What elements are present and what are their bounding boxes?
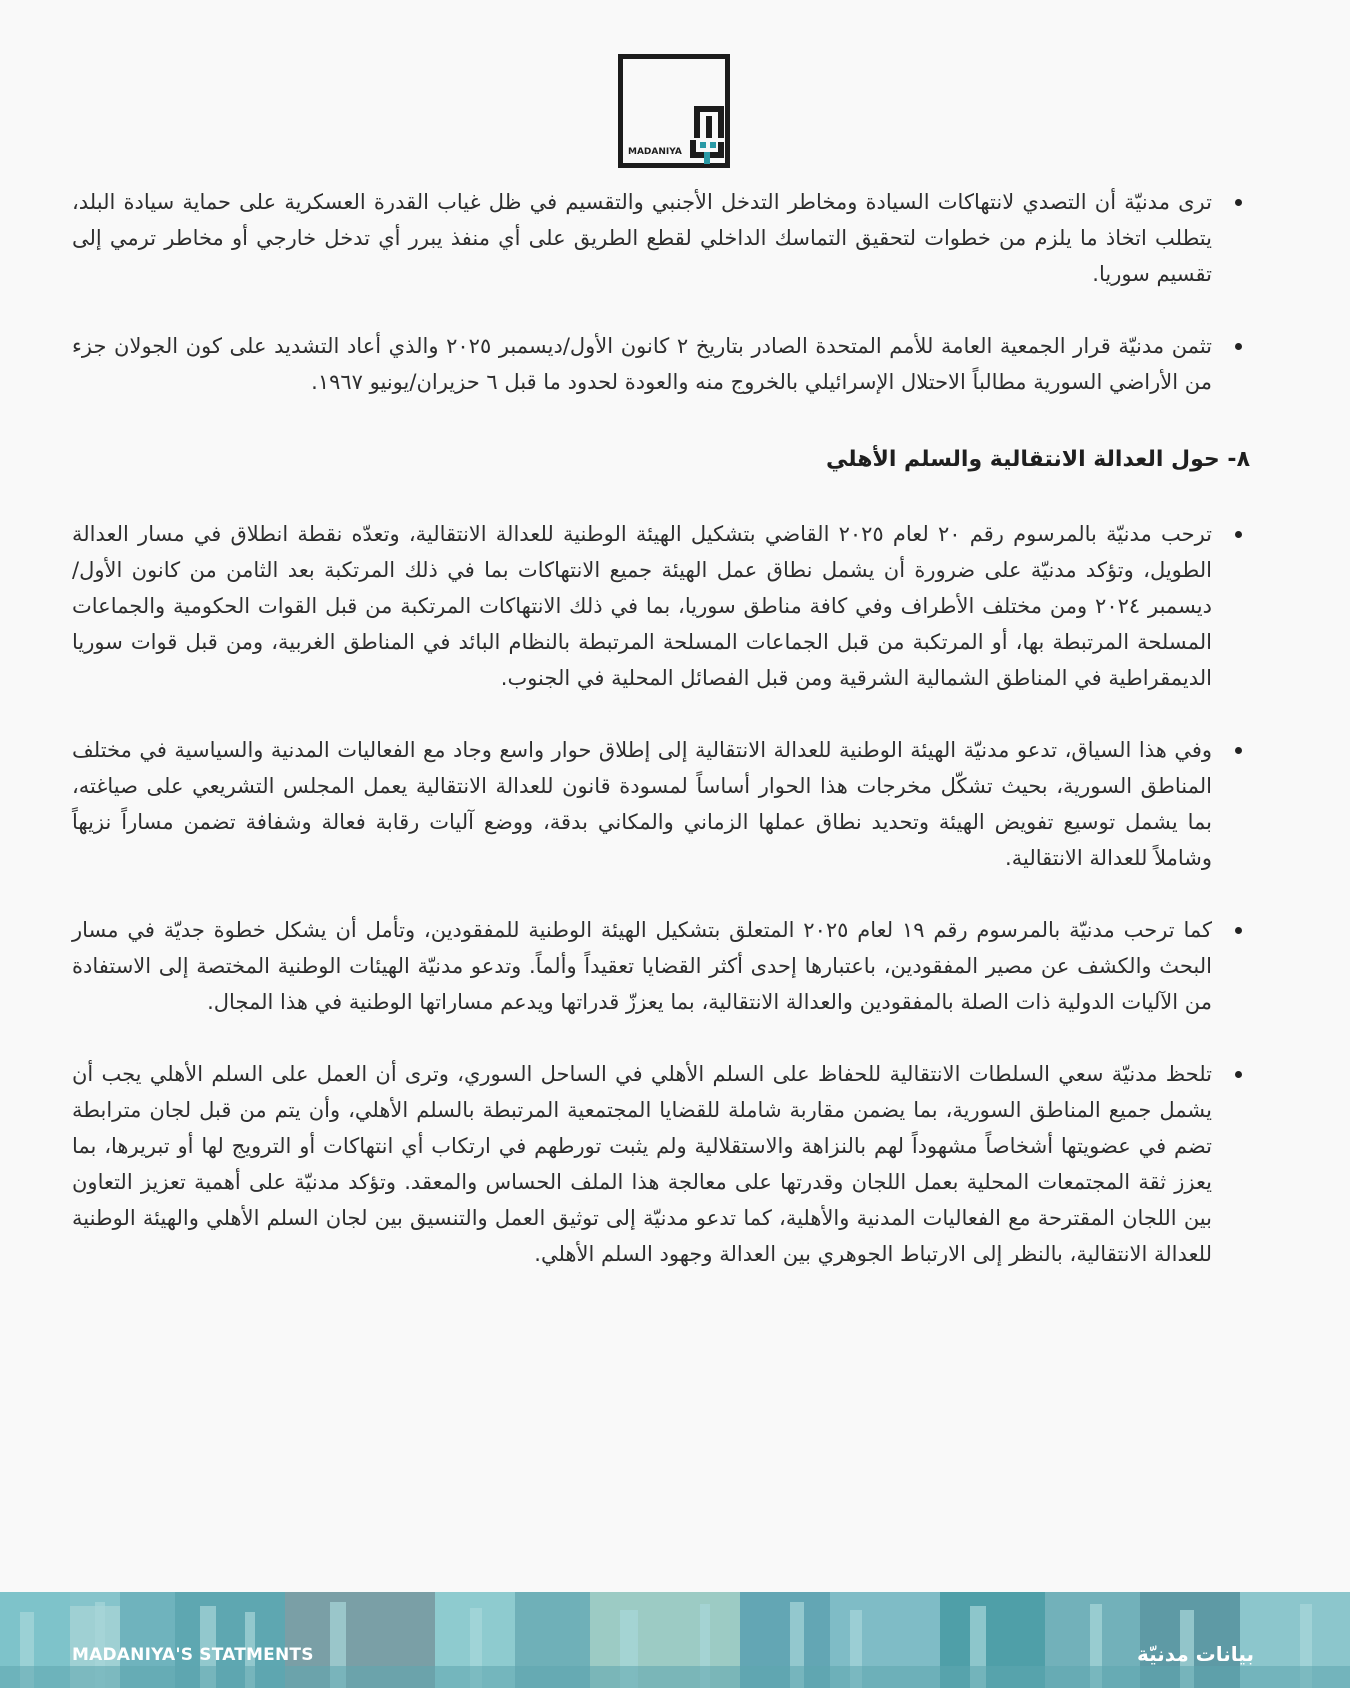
list-item: كما ترحب مدنيّة بالمرسوم رقم ١٩ لعام ٢٠٢٥ المتعلق بتشكيل الهيئة الوطنية للمفقودين، وتأمل أن يشكل خطوة جديّة في مسار البحث والكشف عن مصير المفقودين، باعتبارها إحدى أكثر القضايا تعقيداً وألماً. وتدعو مدنيّة الهيئات الوطنية المختصة إلى الاستفادة من الآليات الدولية ذات الصلة بالمفقودين والعدالة الانتقالية، بما يعززّ قدراتها ويدعم مساراتها الوطنية في هذا المجال. xyxy=(72,912,1250,1020)
list-item: تلحظ مدنيّة سعي السلطات الانتقالية للحفاظ على السلم الأهلي في الساحل السوري، وترى أن العمل على السلم الأهلي يجب أن يشمل جميع المناطق السورية، بما يضمن مقاربة شاملة للقضايا المجتمعية المرتبطة بالسلم الأهلي، وأن يتم من قبل لجان مترابطة تضم في عضويتها أشخاصاً مشهوداً لهم بالنزاهة والاستقلالية ولم يثبت تورطهم في ارتكاب أي انتهاكات أو الترويج لها أو تبريرها، بما يعزز ثقة المجتمعات المحلية بعمل اللجان وقدرتها على معالجة هذا الملف الحساس والمعقد. وتؤكد مدنيّة على أهمية تعزيز التعاون بين اللجان المقترحة مع الفعاليات المدنية والأهلية، كما تدعو مدنيّة إلى توثيق العمل والتنسيق بين لجان السلم الأهلي والهيئة الوطنية للعدالة الانتقالية، بالنظر إلى الارتباط الجوهري بين العدالة وجهود السلم الأهلي. xyxy=(72,1056,1250,1272)
list-item: تثمن مدنيّة قرار الجمعية العامة للأمم المتحدة الصادر بتاريخ ٢ كانون الأول/ديسمبر ٢٠٢٥ والذي أعاد التشديد على كون الجولان جزء من الأراضي السورية مطالباً الاحتلال الإسرائيلي بالخروج منه والعودة لحدود ما قبل ٦ حزيران/يونيو ١٩٦٧. xyxy=(72,328,1250,400)
top-bullet-list xyxy=(72,184,1250,400)
list-item: وفي هذا السياق، تدعو مدنيّة الهيئة الوطنية للعدالة الانتقالية إلى إطلاق حوار واسع وجاد مع الفعاليات المدنية والسياسية في مختلف المناطق السورية، بحيث تشكّل مخرجات هذا الحوار أساساً لمسودة قانون للعدالة الانتقالية يعمل المجلس التشريعي على صياغته، بما يشمل توسيع تفويض الهيئة وتحديد نطاق عملها الزماني والمكاني بدقة، ووضع آليات رقابة فعالة وشفافة تضمن مساراً نزيهاً وشاملاً للعدالة الانتقالية. xyxy=(72,732,1250,876)
list-item: ترى مدنيّة أن التصدي لانتهاكات السيادة ومخاطر التدخل الأجنبي والتقسيم في ظل غياب القدرة العسكرية على حماية سيادة البلد، يتطلب اتخاذ ما يلزم من خطوات لتحقيق التماسك الداخلي لقطع الطريق على أي منفذ يبرر أي تدخل خارجي أو مخاطر ترمي إلى تقسيم سوريا. xyxy=(72,184,1250,292)
statement-body xyxy=(72,184,1250,1272)
section-heading: ٨- حول العدالة الانتقالية والسلم الأهلي xyxy=(825,447,1250,472)
list-item: ترحب مدنيّة بالمرسوم رقم ٢٠ لعام ٢٠٢٥ القاضي بتشكيل الهيئة الوطنية للعدالة الانتقالية، وتعدّه نقطة انطلاق في مسار العدالة الطويل، وتؤكد مدنيّة على ضرورة أن يشمل نطاق عمل الهيئة جميع الانتهاكات بما في ذلك المرتكبة بعد الثامن من كانون الأول/ديسمبر ٢٠٢٤ ومن مختلف الأطراف وفي كافة مناطق سوريا، بما في ذلك الانتهاكات المرتكبة من قبل القوات الحكومية والجماعات المسلحة المرتبطة بها، أو المرتكبة من قبل الجماعات المسلحة المرتبطة بالنظام البائد في المناطق الغربية، ومن قبل قوات سوريا الديمقراطية في المناطق الشمالية الشرقية ومن قبل الفصائل المحلية في الجنوب. xyxy=(72,516,1250,696)
section-8-bullet-list xyxy=(72,516,1250,1272)
madaniya-logo-icon xyxy=(618,54,730,168)
logo-wordmark: MADANIYA xyxy=(628,147,682,157)
footer-pattern xyxy=(0,1592,1350,1688)
footer-arabic-label: بيانات مدنيّة xyxy=(1136,1642,1254,1666)
footer-banner xyxy=(0,1592,1350,1688)
footer-english-label: MADANIYA'S STATMENTS xyxy=(72,1645,314,1665)
